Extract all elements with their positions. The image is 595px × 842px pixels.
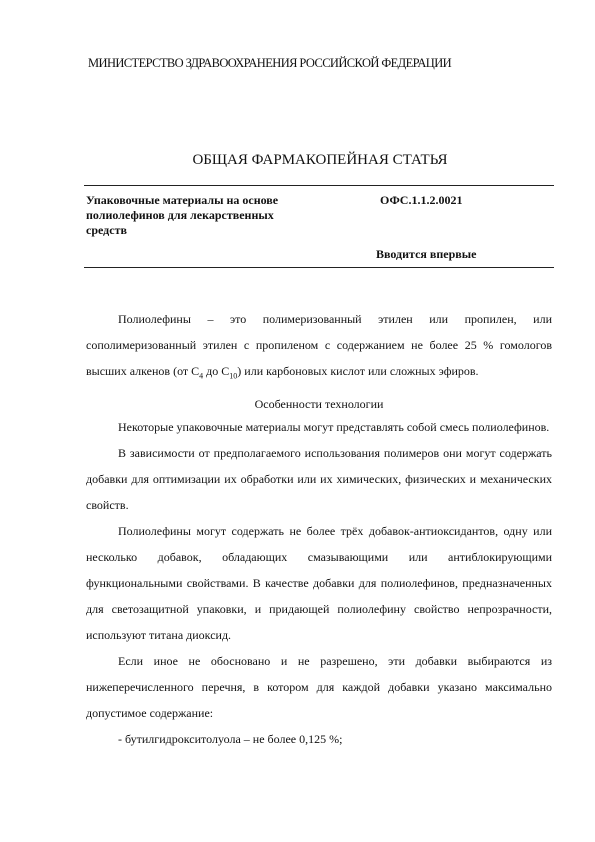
list-item: - бутилгидрокситолуола – не более 0,125 %; xyxy=(118,732,343,746)
article-body xyxy=(86,306,552,752)
ministry-heading: МИНИСТЕРСТВО ЗДРАВООХРАНЕНИЯ РОССИЙСКОЙ ФЕДЕРАЦИИ xyxy=(88,56,452,70)
article-code: ОФС.1.1.2.0021 xyxy=(380,193,463,207)
top-divider xyxy=(84,185,554,186)
bottom-divider xyxy=(84,267,554,268)
article-name-line: средств xyxy=(86,223,127,237)
intro-text-b: до С xyxy=(203,364,230,378)
subscript-4: 4 xyxy=(199,371,204,381)
intro-paragraph xyxy=(86,306,552,384)
article-name-line: полиолефинов для лекарственных xyxy=(86,208,274,222)
section-title: Особенности технологии xyxy=(254,397,384,411)
paragraph: В зависимости от предполагаемого использования полимеров они могут содержать добавки для оптимизации их обработки или их химических, физических и механических свойств. xyxy=(86,446,552,512)
paragraph: Некоторые упаковочные материалы могут представлять собой смесь полиолефинов. xyxy=(118,420,550,434)
article-name xyxy=(86,193,346,238)
article-name-line: Упаковочные материалы на основе xyxy=(86,193,279,207)
intro-text-a: Полиолефины – это полимеризованный этилен или пропилен, или сополимеризованный этилен с пропиленом с содержанием не более 25 % гомологов высших алкенов (от С xyxy=(86,312,552,378)
paragraph: Если иное не обосновано и не разрешено, эти добавки выбираются из нижеперечисленного перечня, в котором для каждой добавки указано максимально допустимое содержание: xyxy=(86,654,552,720)
article-status: Вводится впервые xyxy=(376,247,477,261)
subscript-10: 10 xyxy=(229,371,238,381)
intro-text-c: ) или карбоновых кислот или сложных эфиров. xyxy=(237,364,479,378)
paragraph: Полиолефины могут содержать не более трёх добавок-антиоксидантов, одну или несколько добавок, обладающих смазывающими или антиблокирующими функциональными свойствами. В качестве добавки для полиолефинов, предназначенных для светозащитной упаковки, и придающей полиолефину свойство непрозрачности, используют титана диоксид. xyxy=(86,524,552,642)
document-title: ОБЩАЯ ФАРМАКОПЕЙНАЯ СТАТЬЯ xyxy=(192,152,448,168)
